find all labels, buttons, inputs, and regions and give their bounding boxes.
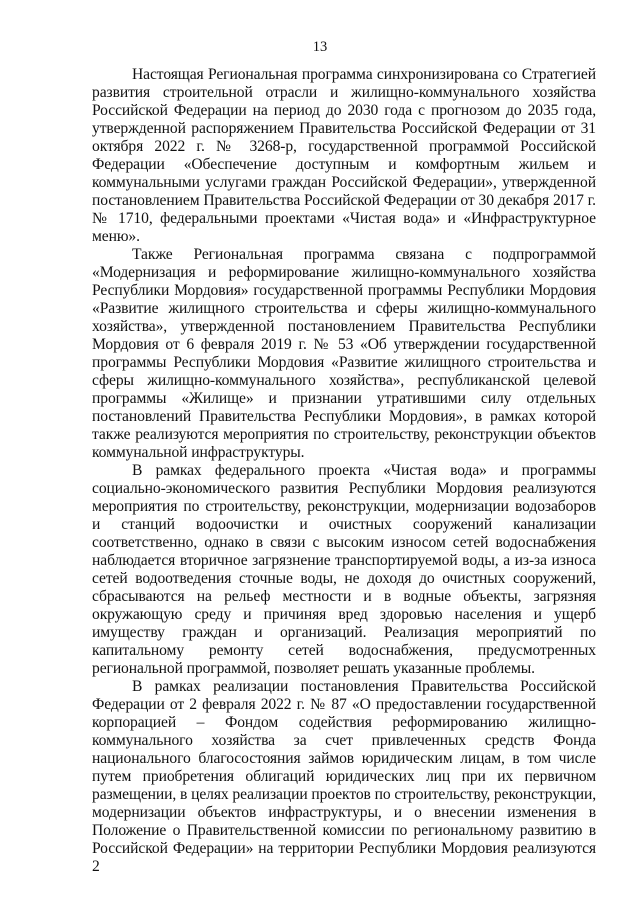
paragraph-clean-water: В рамках федерального проекта «Чистая вода» и программы социально-экономического развития Республики Мордовия реализуются мероприятия по строительству, реконструкции, модернизации водозаборов и станций водоочистки и очистных сооружений канализации соответственно, однако в связи с высоким износом сетей водоснабжения наблюдается вторичное загрязнение транспортируемой воды, а из-за износа сетей водоотведения сточные воды, не доходя до очистных сооружений, сбрасываются на рельеф местности и в водные объекты, загрязняя окружающую среду и причиняя вред здоровью населения и ущерб имуществу граждан и организаций. Реализация мероприятий по капитальному ремонту сетей водоснабжения, предусмотренных региональной программой, позволяет решать указанные проблемы.	[92, 462, 596, 677]
page-number: 13	[312, 39, 328, 55]
paragraph-government-decree: В рамках реализации постановления Правительства Российской Федерации от 2 февраля 2022 г. № 87 «О предоставлении государственной корпорацией – Фондом содействия реформированию жилищно-коммунального хозяйства за счет привлеченных средств Фонда национального благосостояния займов юридическим лицам, в том числе путем приобретения облигаций юридических лиц при их первичном размещении, в целях реализации проектов по строительству, реконструкции, модернизации объектов инфраструктуры, и о внесении изменения в Положение о Правительственной комиссии по региональному развитию в Российской Федерации» на территории Республики Мордовия реализуются 2	[92, 678, 596, 875]
document-body	[92, 66, 596, 876]
paragraph-strategy-sync: Настоящая Региональная программа синхронизирована со Стратегией развития строительной отрасли и жилищно-коммунального хозяйства Российской Федерации на период до 2030 года с прогнозом до 2035 года, утвержденной распоряжением Правительства Российской Федерации от 31 октября 2022 г. № 3268-р, государственной программой Российской Федерации «Обеспечение доступным и комфортным жильем и коммунальными услугами граждан Российской Федерации», утвержденной постановлением Правительства Российской Федерации от 30 декабря 2017 г. № 1710, федеральными проектами «Чистая вода» и «Инфраструктурное меню».	[92, 66, 596, 245]
paragraph-subprogram-link: Также Региональная программа связана с подпрограммой «Модернизация и реформирование жилищно-коммунального хозяйства Республики Мордовия» государственной программы Республики Мордовия «Развитие жилищного строительства и сферы жилищно-коммунального хозяйства», утвержденной постановлением Правительства Республики Мордовия от 6 февраля 2019 г. № 53 «Об утверждении государственной программы Республики Мордовия «Развитие жилищного строительства и сферы жилищно-коммунального хозяйства», республиканской целевой программы «Жилище» и признании утратившими силу отдельных постановлений Правительства Республики Мордовия», в рамках которой также реализуются мероприятия по строительству, реконструкции объектов коммунальной инфраструктуры.	[92, 246, 596, 461]
